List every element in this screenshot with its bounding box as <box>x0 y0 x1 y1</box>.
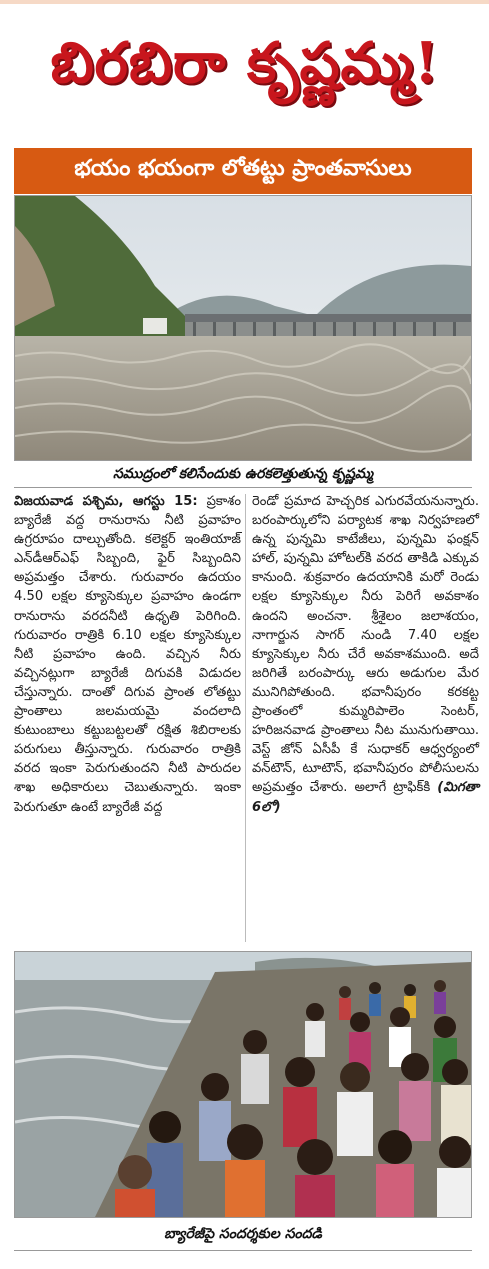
article-paragraph <box>252 492 479 817</box>
photo2-caption: బ్యారేజీపై సందర్శకుల సందడి <box>164 1226 322 1242</box>
bottom-rule <box>14 1250 472 1251</box>
article-column-2 <box>252 492 479 944</box>
barrage-visitors-photo <box>14 951 472 1218</box>
article-text-2: రెండో ప్రమాద హెచ్చరిక ఎగురవేయనున్నారు. బరంపార్కులోని పర్యాటక శాఖ నిర్వహణలో ఉన్న పున్నమి కాటేజీలు, పున్నమి ఫంక్షన్ హాల్, పున్నమి హోటల్‌కి వరద తాకిడి ఎక్కువ కానుంది. శుక్రవారం ఉదయానికి మరో రెండు లక్షల క్యూసెక్కుల నీరు పెరిగే అవకాశం ఉందని అంచనా. శ్రీశైలం జలాశయం, నాగార్జున సాగర్ నుండి 7.40 లక్షల క్యూసెక్కుల నీరు చేరే అవకాశముంది. అదే జరిగితే బరంపార్కు ఆరు అడుగుల మేర మునిగిపోతుంది. భవానీపురం కరకట్ట ప్రాంతంలో కుమ్మరిపాలెం సెంటర్, హరిజనవాడ ప్రాంతాలు నీట మునుగుతాయి. వెస్ట్ జోన్ ఏసీపీ కే సుధాకర్ ఆధ్వర్యంలో వన్‌టౌన్, టూటౌన్, భవానీపురం పోలీసులను అప్రమత్తం చేశారు. అలాగే ట్రాఫిక్‌కి <box>252 494 479 796</box>
continued-marker: (మిగతా 6లో) <box>252 780 480 815</box>
column-divider <box>245 494 246 942</box>
caption-rule <box>14 487 472 488</box>
headline <box>14 22 476 117</box>
river-barrage-photo <box>14 195 472 461</box>
top-border <box>0 0 489 4</box>
subheadline-banner <box>14 148 472 194</box>
subheadline-text: భయం భయంగా లోతట్టు ప్రాంతవాసులు <box>74 156 412 181</box>
dateline: విజయవాడ పశ్చిమ, ఆగస్టు 15: <box>14 494 198 509</box>
photo1-caption: సముద్రంలో కలిసేందుకు ఉరకలెత్తుతున్న కృష్ణమ్మ <box>112 466 374 482</box>
headline-text: బిరబిరా కృష్ణమ్మ! <box>50 29 440 96</box>
article-column-1 <box>14 492 241 944</box>
article-text-1: ప్రకాశం బ్యారేజీ వద్ద రానురాను నీటి ప్రవాహం ఉగ్రరూపం దాల్చుతోంది. కలెక్టర్ ఇంతియాజ్ ఎన్‌డీఆర్‌ఎఫ్ సిబ్బంది, ఫైర్ సిబ్బందిని అప్రమత్తం చేశారు. గురువారం ఉదయం 4.50 లక్షల క్యూసెక్కుల ప్రవాహం ఉండగా రానురాను వరదనీటి ఉధృతి పెరిగింది. గురువారం రాత్రికి 6.10 లక్షల క్యూసెక్కుల నీటి ప్రవాహం ఉంది. వచ్చిన నీరు వచ్చినట్లుగా బ్యారేజీ దిగువకి విడుదల చేస్తున్నారు. దాంతో దిగువ ప్రాంత లోతట్టు ప్రాంతాలు జలమయమై వందలాది కుటుంబాలు కట్టుబట్టలతో రక్షిత శిబిరాలకు పరుగులు తీస్తున్నారు. గురువారం రాత్రికి వరద ఇంకా పెరుగుతుందని నీటి పారుదల శాఖ అధికారులు చెబుతున్నారు. ఇంకా పెరుగుతూ ఉంటే బ్యారేజీ వద్ద <box>14 494 241 815</box>
article-paragraph <box>14 492 241 817</box>
